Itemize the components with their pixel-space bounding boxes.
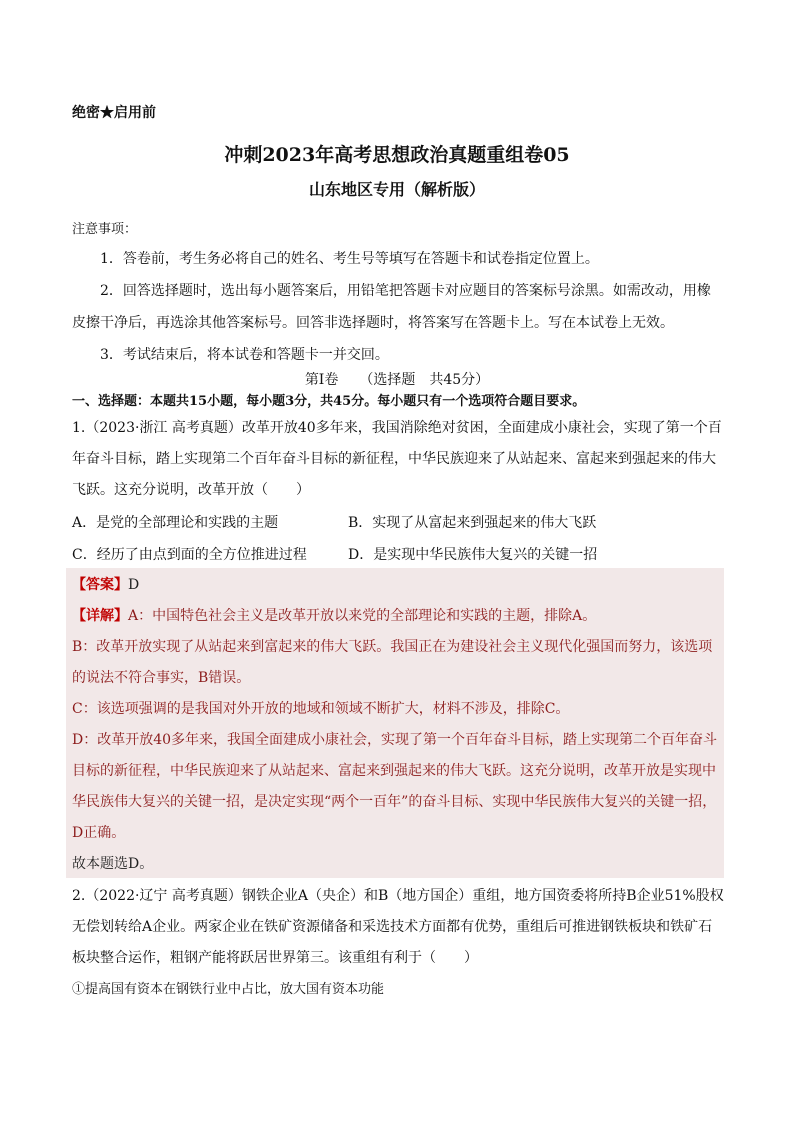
detail-c: C：该选项强调的是我国对外开放的地域和领域不断扩大，材料不涉及，排除C。 (72, 701, 570, 717)
notice-item-1: 1．答卷前，考生务必将自己的姓名、考生号等填写在答题卡和试卷指定位置上。 (100, 251, 599, 267)
detail-a-text: A：中国特色社会主义是改革开放以来党的全部理论和实践的主题，排除A。 (128, 608, 597, 624)
page-subtitle: 山东地区专用（解析版） (308, 180, 485, 199)
question-2-stem: 2.（2022·辽宁 高考真题）钢铁企业A（央企）和B（地方国企）重组，地方国资委将所持B企业51%股权无偿划转给A企业。两家企业在铁矿资源储备和采选技术方面都有优势，重组后可推进钢铁板块和铁矿石板块整合运作，粗钢产能将跃居世界第三。该重组有利于（ ） (72, 888, 724, 966)
part-title: 第I卷 （选择题 共45分） (304, 372, 490, 388)
detail-tag: 【详解】 (72, 608, 128, 624)
option-d: D．是实现中华民族伟大复兴的关键一招 (348, 547, 598, 563)
answer-tag: 【答案】 (72, 577, 128, 593)
answer-value: D (128, 577, 140, 593)
answer-line (72, 570, 722, 601)
question-1-stem: 1.（2023·浙江 高考真题）改革开放40多年来，我国消除绝对贫困，全面建成小康社会，实现了第一个百年奋斗目标，踏上实现第二个百年奋斗目标的新征程，中华民族迎来了从站起来、富起来到强起来的伟大飞跃。这充分说明，改革开放（ ） (72, 420, 722, 498)
detail-d: D：改革开放40多年来，我国全面建成小康社会，实现了第一个百年奋斗目标，踏上实现第二个百年奋斗目标的新征程，中华民族迎来了从站起来、富起来到强起来的伟大飞跃。这充分说明，改革开放是实现中华民族伟大复兴的关键一招，是决定实现“两个一百年”的奋斗目标、实现中华民族伟大复兴的关键一招，D正确。 (72, 732, 718, 841)
option-c: C．经历了由点到面的全方位推进过程 (72, 547, 307, 563)
page-title: 冲刺2023年高考思想政治真题重组卷05 (224, 144, 570, 166)
secret-mark: 绝密★启用前 (72, 105, 156, 121)
notice-heading: 注意事项： (72, 222, 138, 237)
section-heading: 一、选择题：本题共15小题，每小题3分，共45分。每小题只有一个选项符合题目要求。 (72, 394, 586, 409)
detail-a (72, 601, 722, 632)
conclusion (72, 849, 722, 880)
notice-item-2: 2．回答选择题时，选出每小题答案后，用铅笔把答题卡对应题目的答案标号涂黑。如需改动，用橡皮擦干净后，再选涂其他答案标号。回答非选择题时，将答案写在答题卡上。写在本试卷上无效。 (72, 283, 711, 331)
detail-b: B：改革开放实现了从站起来到富起来的伟大飞跃。我国正在为建设社会主义现代化强国而努力，该选项的说法不符合事实，B错误。 (72, 639, 713, 686)
notice-item-3: 3．考试结束后，将本试卷和答题卡一并交回。 (100, 347, 389, 363)
option-a: A．是党的全部理论和实践的主题 (72, 515, 279, 531)
question-2-item-1: ①提高国有资本在钢铁行业中占比，放大国有资本功能 (72, 982, 385, 997)
option-b: B．实现了从富起来到强起来的伟大飞跃 (348, 515, 597, 531)
conclusion-text: 故本题选D。 (72, 856, 154, 872)
